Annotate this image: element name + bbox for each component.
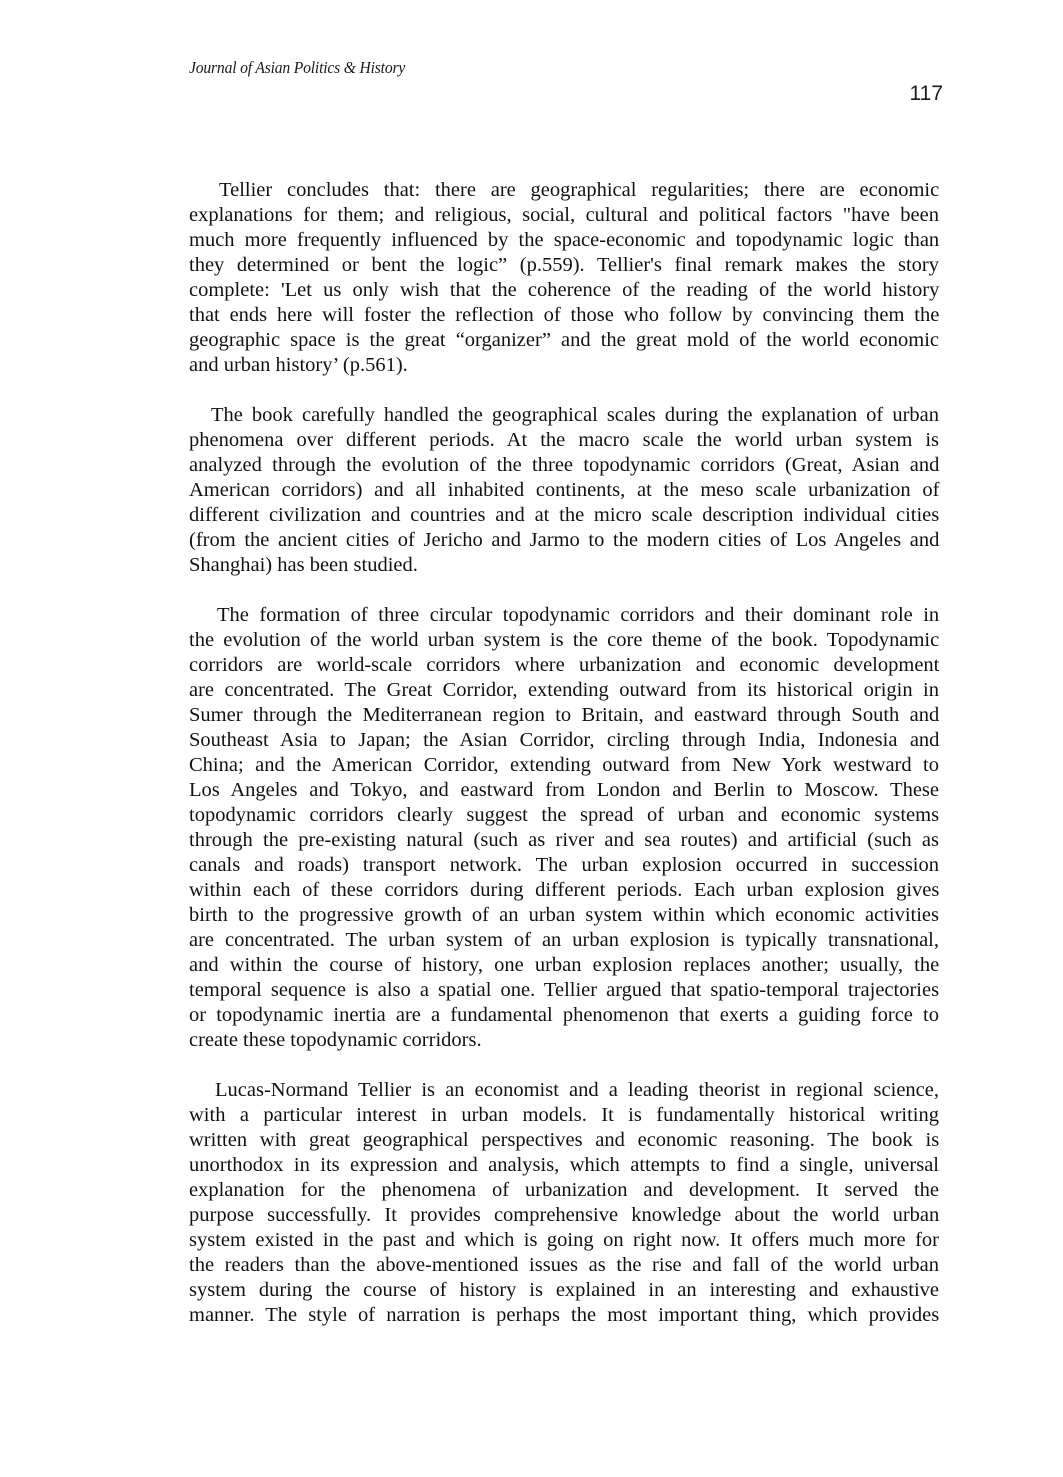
line-text: phenomena over different periods. At the macro scale the world urban system is xyxy=(189,429,939,451)
text-line xyxy=(189,753,939,778)
text-line xyxy=(189,453,939,478)
line-text: The formation of three circular topodynamic corridors and their dominant role in xyxy=(217,604,940,626)
text-line xyxy=(189,728,939,753)
text-line xyxy=(189,478,939,503)
text-line xyxy=(189,1003,939,1028)
text-line xyxy=(189,253,939,278)
line-text: with a particular interest in urban models. It is fundamentally historical writing xyxy=(189,1104,939,1126)
paragraph xyxy=(189,178,939,378)
line-text: unorthodox in its expression and analysis, which attempts to find a single, universal xyxy=(189,1154,939,1176)
paragraph xyxy=(189,403,939,578)
line-text: Lucas-Normand Tellier is an economist and a leading theorist in regional science, xyxy=(215,1079,939,1101)
paragraph xyxy=(189,1078,939,1328)
text-line xyxy=(189,353,939,378)
text-line xyxy=(189,978,939,1003)
text-line xyxy=(189,278,939,303)
text-line xyxy=(189,178,939,203)
text-line xyxy=(189,503,939,528)
line-text: (from the ancient cities of Jericho and Jarmo to the modern cities of Los Angeles and xyxy=(189,529,940,551)
line-text: complete: 'Let us only wish that the coherence of the reading of the world history xyxy=(189,279,940,301)
text-line xyxy=(189,628,939,653)
text-line xyxy=(189,303,939,328)
text-line xyxy=(189,803,939,828)
line-text: corridors are world-scale corridors where urbanization and economic development xyxy=(189,654,940,676)
line-text: explanation for the phenomena of urbanization and development. It served the xyxy=(189,1179,939,1201)
line-text: much more frequently influenced by the space-economic and topodynamic logic than xyxy=(189,229,940,251)
line-text: explanations for them; and religious, social, cultural and political factors "have been xyxy=(189,204,939,226)
text-line xyxy=(189,703,939,728)
text-line xyxy=(189,1153,939,1178)
text-line xyxy=(189,903,939,928)
line-text: geographic space is the great “organizer” and the great mold of the world economic xyxy=(189,329,939,351)
paragraph xyxy=(189,603,939,1053)
text-line xyxy=(189,1128,939,1153)
text-line xyxy=(189,528,939,553)
line-text: are concentrated. The Great Corridor, extending outward from its historical origin in xyxy=(189,679,939,701)
text-line xyxy=(189,1278,939,1303)
page-number: 117 xyxy=(909,82,943,105)
running-header-journal-title: Journal of Asian Politics & History xyxy=(189,58,406,77)
line-text: and urban history’ (p.561). xyxy=(189,354,408,376)
line-text: different civilization and countries and at the micro scale description individual cities xyxy=(189,504,940,526)
text-line xyxy=(189,403,939,428)
line-text: purpose successfully. It provides comprehensive knowledge about the world urban xyxy=(189,1204,940,1226)
line-text: topodynamic corridors clearly suggest the spread of urban and economic systems xyxy=(189,804,940,826)
text-line xyxy=(189,203,939,228)
line-text: within each of these corridors during different periods. Each urban explosion gives xyxy=(189,879,940,901)
line-text: American corridors) and all inhabited continents, at the meso scale urbanization of xyxy=(189,479,940,501)
line-text: create these topodynamic corridors. xyxy=(189,1029,482,1051)
line-text: analyzed through the evolution of the three topodynamic corridors (Great, Asian and xyxy=(189,454,940,476)
line-text: the readers than the above-mentioned issues as the rise and fall of the world urban xyxy=(189,1254,939,1276)
line-text: system existed in the past and which is going on right now. It offers much more for xyxy=(189,1229,939,1251)
line-text: Tellier concludes that: there are geographical regularities; there are economic xyxy=(219,179,940,201)
text-line xyxy=(189,1228,939,1253)
line-text: China; and the American Corridor, extending outward from New York westward to xyxy=(189,754,939,776)
line-text: Sumer through the Mediterranean region to Britain, and eastward through South and xyxy=(189,704,940,726)
line-text: Shanghai) has been studied. xyxy=(189,554,418,576)
text-line xyxy=(189,678,939,703)
line-text: or topodynamic inertia are a fundamental phenomenon that exerts a guiding force to xyxy=(189,1004,939,1026)
line-text: through the pre-existing natural (such as river and sea routes) and artificial (such as xyxy=(189,829,939,851)
line-text: they determined or bent the logic” (p.559). Tellier's final remark makes the story xyxy=(189,254,939,276)
line-text: are concentrated. The urban system of an urban explosion is typically transnational, xyxy=(189,929,939,951)
article-body xyxy=(189,178,939,1353)
text-line xyxy=(189,928,939,953)
text-line xyxy=(189,1203,939,1228)
text-line xyxy=(189,1028,939,1053)
line-text: Southeast Asia to Japan; the Asian Corridor, circling through India, Indonesia and xyxy=(189,729,940,751)
line-text: canals and roads) transport network. The urban explosion occurred in succession xyxy=(189,854,939,876)
line-text: birth to the progressive growth of an urban system within which economic activities xyxy=(189,904,940,926)
text-line xyxy=(189,1178,939,1203)
text-line xyxy=(189,878,939,903)
text-line xyxy=(189,653,939,678)
line-text: and within the course of history, one urban explosion replaces another; usually, the xyxy=(189,954,940,976)
text-line xyxy=(189,778,939,803)
line-text: temporal sequence is also a spatial one. Tellier argued that spatio-temporal trajectories xyxy=(189,979,940,1001)
line-text: the evolution of the world urban system is the core theme of the book. Topodynamic xyxy=(189,629,940,651)
line-text: written with great geographical perspectives and economic reasoning. The book is xyxy=(189,1129,940,1151)
text-line xyxy=(189,828,939,853)
text-line xyxy=(189,428,939,453)
line-text: Los Angeles and Tokyo, and eastward from London and Berlin to Moscow. These xyxy=(189,779,939,801)
text-line xyxy=(189,228,939,253)
text-line xyxy=(189,328,939,353)
text-line xyxy=(189,1103,939,1128)
text-line xyxy=(189,1078,939,1103)
text-line xyxy=(189,553,939,578)
line-text: that ends here will foster the reflection of those who follow by convincing them the xyxy=(189,304,940,326)
text-line xyxy=(189,603,939,628)
line-text: system during the course of history is explained in an interesting and exhaustive xyxy=(189,1279,939,1301)
text-line xyxy=(189,953,939,978)
text-line xyxy=(189,1253,939,1278)
text-line xyxy=(189,1303,939,1328)
line-text: manner. The style of narration is perhaps the most important thing, which provides xyxy=(189,1304,940,1326)
text-line xyxy=(189,853,939,878)
line-text: The book carefully handled the geographical scales during the explanation of urban xyxy=(211,404,939,426)
